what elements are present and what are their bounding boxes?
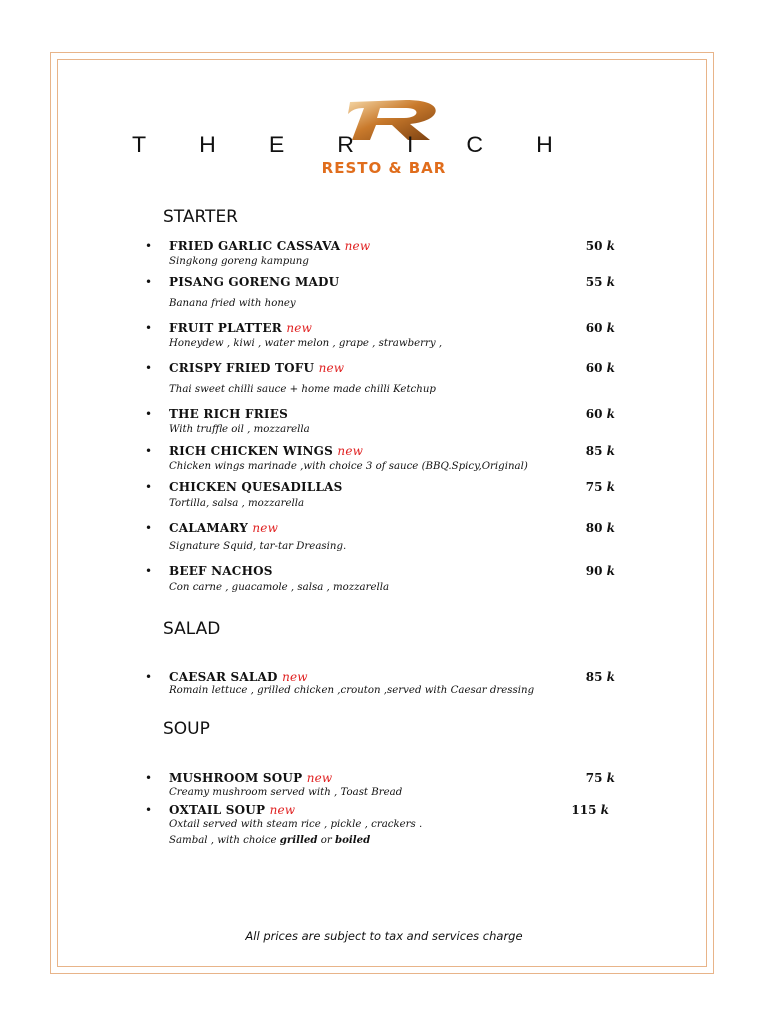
new-badge: new — [337, 444, 364, 458]
menu-item-name — [169, 802, 295, 818]
menu-item-name-text: RICH CHICKEN WINGS — [169, 444, 334, 458]
menu-item-name-text: CRISPY FRIED TOFU — [169, 361, 315, 375]
menu-item-name — [169, 479, 343, 495]
bullet-icon: • — [145, 275, 153, 289]
price-value: 115 — [571, 803, 597, 817]
menu-item-price — [586, 770, 615, 786]
menu-item-price — [586, 406, 615, 422]
menu-item-price — [586, 669, 615, 685]
section-title-salad: SALAD — [163, 619, 221, 639]
menu-item-price — [586, 479, 615, 495]
menu-item-name-text: BEEF NACHOS — [169, 564, 273, 578]
price-unit: k — [606, 480, 615, 494]
price-value: 80 — [585, 521, 603, 535]
bullet-icon: • — [145, 803, 153, 817]
price-value: 60 — [585, 321, 603, 335]
bullet-icon: • — [145, 771, 153, 785]
price-unit: k — [606, 239, 615, 253]
menu-item-description: With truffle oil , mozzarella — [169, 424, 310, 435]
price-value: 85 — [585, 444, 603, 458]
menu-item-name — [169, 360, 344, 376]
price-value: 55 — [585, 275, 603, 289]
menu-item-name-text: MUSHROOM SOUP — [169, 771, 303, 785]
menu-item-price — [586, 360, 615, 376]
menu-item-name — [169, 406, 288, 422]
price-unit: k — [606, 670, 615, 684]
bullet-icon: • — [145, 361, 153, 375]
menu-item-price — [586, 443, 615, 459]
menu-item-description: Romain lettuce , grilled chicken ,crouton ,served with Caesar dressing — [169, 685, 535, 696]
menu-item-description: Creamy mushroom served with , Toast Bread — [169, 787, 403, 798]
section-title-soup: SOUP — [163, 719, 210, 739]
menu-item-description: Chicken wings marinade ,with choice 3 of sauce (BBQ.Spicy,Original) — [169, 461, 528, 472]
menu-item-name-text: PISANG GORENG MADU — [169, 275, 340, 289]
price-value: 75 — [585, 480, 603, 494]
section-title-starter: STARTER — [163, 207, 238, 227]
menu-item-description: Tortilla, salsa , mozzarella — [169, 498, 305, 509]
price-unit: k — [606, 771, 615, 785]
menu-item-name-text: OXTAIL SOUP — [169, 803, 266, 817]
bullet-icon: • — [145, 407, 153, 421]
price-unit: k — [600, 803, 609, 817]
desc-or: or — [317, 835, 335, 846]
menu-item-description: Thai sweet chilli sauce + home made chilli Ketchup — [169, 384, 436, 395]
menu-item-price — [586, 320, 615, 336]
menu-item-price — [586, 274, 615, 290]
new-badge: new — [269, 803, 296, 817]
new-badge: new — [282, 670, 308, 684]
menu-item-description: Oxtail served with steam rice , pickle , crackers . — [169, 819, 423, 830]
price-unit: k — [606, 321, 615, 335]
bullet-icon: • — [145, 444, 153, 458]
menu-item-price — [586, 520, 615, 536]
price-unit: k — [606, 444, 615, 458]
bullet-icon: • — [145, 521, 153, 535]
price-unit: k — [606, 407, 615, 421]
menu-item-description: Honeydew , kiwi , water melon , grape , strawberry , — [169, 338, 443, 349]
menu-item-price — [571, 802, 609, 818]
new-badge: new — [344, 239, 371, 253]
menu-item-name — [169, 520, 278, 536]
menu-item-description: Con carne , guacamole , salsa , mozzarella — [169, 582, 390, 593]
menu-item-name — [169, 320, 312, 336]
new-badge: new — [252, 521, 279, 535]
bullet-icon: • — [145, 670, 153, 684]
price-unit: k — [606, 564, 615, 578]
menu-item-name — [169, 238, 370, 254]
new-badge: new — [306, 771, 333, 785]
menu-item-name — [169, 274, 339, 290]
option-grilled: grilled — [279, 834, 318, 846]
menu-item-description-2 — [169, 832, 370, 849]
price-unit: k — [606, 521, 615, 535]
bullet-icon: • — [145, 480, 153, 494]
price-value: 60 — [585, 361, 603, 375]
new-badge: new — [286, 321, 313, 335]
option-boiled: boiled — [335, 834, 371, 846]
tax-notice: All prices are subject to tax and services charge — [245, 929, 523, 943]
menu-item-description: Signature Squid, tar-tar Dreasing. — [169, 541, 347, 552]
new-badge: new — [318, 361, 345, 375]
price-value: 90 — [585, 564, 603, 578]
menu-item-price — [586, 563, 615, 579]
menu-item-name-text: CALAMARY — [169, 521, 248, 535]
menu-item-description: Singkong goreng kampung — [169, 256, 309, 267]
price-unit: k — [606, 361, 615, 375]
menu-item-name — [169, 563, 273, 579]
menu-item-name-text: FRUIT PLATTER — [169, 321, 282, 335]
menu-item-name — [169, 770, 332, 786]
desc-prefix: Sambal , with choice — [169, 835, 280, 846]
menu-item-name-text: CHICKEN QUESADILLAS — [169, 480, 343, 494]
logo-subtitle: RESTO & BAR — [321, 159, 447, 177]
bullet-icon: • — [145, 321, 153, 335]
logo-wordmark: THERICH — [132, 132, 606, 157]
price-value: 50 — [585, 239, 603, 253]
menu-item-price — [586, 238, 615, 254]
brand-logo — [0, 96, 768, 186]
menu-item-name-text: CAESAR SALAD — [169, 670, 278, 684]
price-unit: k — [606, 275, 615, 289]
price-value: 85 — [585, 670, 603, 684]
menu-item-description: Banana fried with honey — [169, 298, 296, 309]
menu-item-name — [169, 443, 363, 459]
menu-item-name-text: FRIED GARLIC CASSAVA — [169, 239, 341, 253]
price-value: 75 — [585, 771, 603, 785]
menu-item-name-text: THE RICH FRIES — [169, 407, 288, 421]
bullet-icon: • — [145, 564, 153, 578]
price-value: 60 — [585, 407, 603, 421]
bullet-icon: • — [145, 239, 153, 253]
